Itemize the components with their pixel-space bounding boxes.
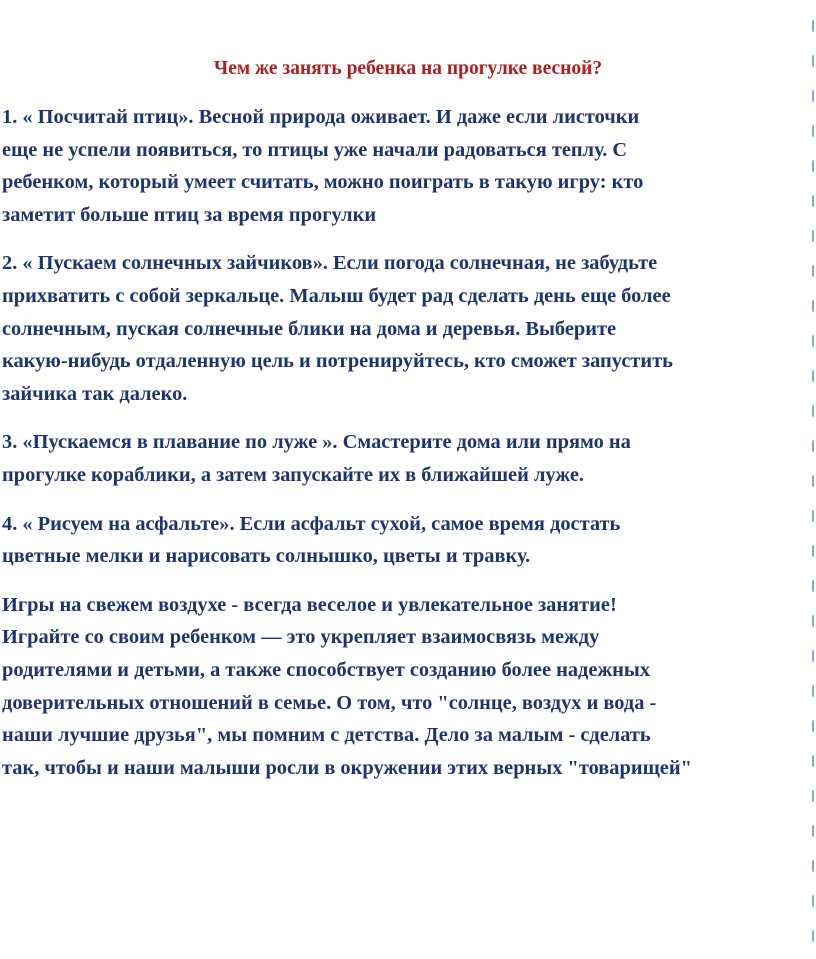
paragraph-puddle-boats: [2, 426, 816, 491]
edge-mark: [812, 20, 816, 32]
text-line: родителями и детьми, а также способствует созданию более надежных: [2, 658, 651, 681]
text-line: Игры на свежем воздухе - всегда веселое и увлекательное занятие!: [2, 593, 617, 616]
text-line: ребенком, который умеет считать, можно поиграть в такую игру: кто: [2, 171, 644, 194]
edge-mark: [812, 160, 816, 172]
edge-mark: [812, 55, 816, 67]
document-body: [2, 101, 816, 800]
text-line: Играйте со своим ребенком — это укрепляет взаимосвязь между: [2, 626, 600, 649]
edge-mark: [812, 195, 816, 207]
edge-mark: [812, 335, 816, 347]
decorative-edge-border: [810, 0, 816, 959]
text-line: какую-нибудь отдаленную цель и потренируйтесь, кто сможет запустить: [2, 350, 673, 373]
paragraph-birds: [2, 101, 816, 231]
text-line: зайчика так далеко.: [2, 382, 188, 405]
edge-mark: [812, 90, 816, 102]
text-line: цветные мелки и нарисовать солнышко, цветы и травку.: [2, 545, 531, 568]
edge-mark: [812, 930, 816, 942]
text-line: наши лучшие друзья", мы помним с детства. Дело за малым - сделать: [2, 724, 651, 747]
document-title: Чем же занять ребенка на прогулке весной?: [213, 58, 603, 79]
edge-mark: [812, 475, 816, 487]
paragraph-sun-bunnies: [2, 247, 816, 410]
edge-mark: [812, 230, 816, 242]
edge-mark: [812, 405, 816, 417]
text-line: прихватить с собой зеркальце. Малыш будет рад сделать день еще более: [2, 284, 671, 307]
edge-mark: [812, 685, 816, 697]
text-line: 4. « Рисуем на асфальте». Если асфальт сухой, самое время достать: [2, 512, 621, 535]
edge-mark: [812, 720, 816, 732]
edge-mark: [812, 510, 816, 522]
edge-mark: [812, 860, 816, 872]
edge-mark: [812, 125, 816, 137]
edge-mark: [812, 755, 816, 767]
paragraph-asphalt-drawing: [2, 508, 816, 573]
text-line: солнечным, пуская солнечные блики на дома и деревья. Выберите: [2, 317, 617, 340]
text-line: так, чтобы и наши малыши росли в окружении этих верных "товарищей": [2, 756, 692, 779]
edge-mark: [812, 650, 816, 662]
edge-mark: [812, 825, 816, 837]
edge-mark: [812, 545, 816, 557]
text-line: еще не успели появиться, то птицы уже начали радоваться теплу. С: [2, 138, 628, 161]
edge-mark: [812, 440, 816, 452]
text-line: прогулке кораблики, а затем запускайте их в ближайшей луже.: [2, 463, 584, 486]
edge-mark: [812, 790, 816, 802]
text-line: 3. «Пускаемся в плавание по луже ». Смастерите дома или прямо на: [2, 431, 631, 454]
text-line: заметит больше птиц за время прогулки: [2, 203, 377, 226]
edge-mark: [812, 895, 816, 907]
text-line: доверительных отношений в семье. О том, что "солнце, воздух и вода -: [2, 691, 657, 714]
edge-mark: [812, 370, 816, 382]
edge-mark: [812, 300, 816, 312]
edge-mark: [812, 615, 816, 627]
text-line: 2. « Пускаем солнечных зайчиков». Если погода солнечная, не забудьте: [2, 252, 658, 275]
paragraph-conclusion: [2, 589, 816, 785]
edge-mark: [812, 265, 816, 277]
text-line: 1. « Посчитай птиц». Весной природа оживает. И даже если листочки: [2, 106, 640, 128]
edge-mark: [812, 580, 816, 592]
